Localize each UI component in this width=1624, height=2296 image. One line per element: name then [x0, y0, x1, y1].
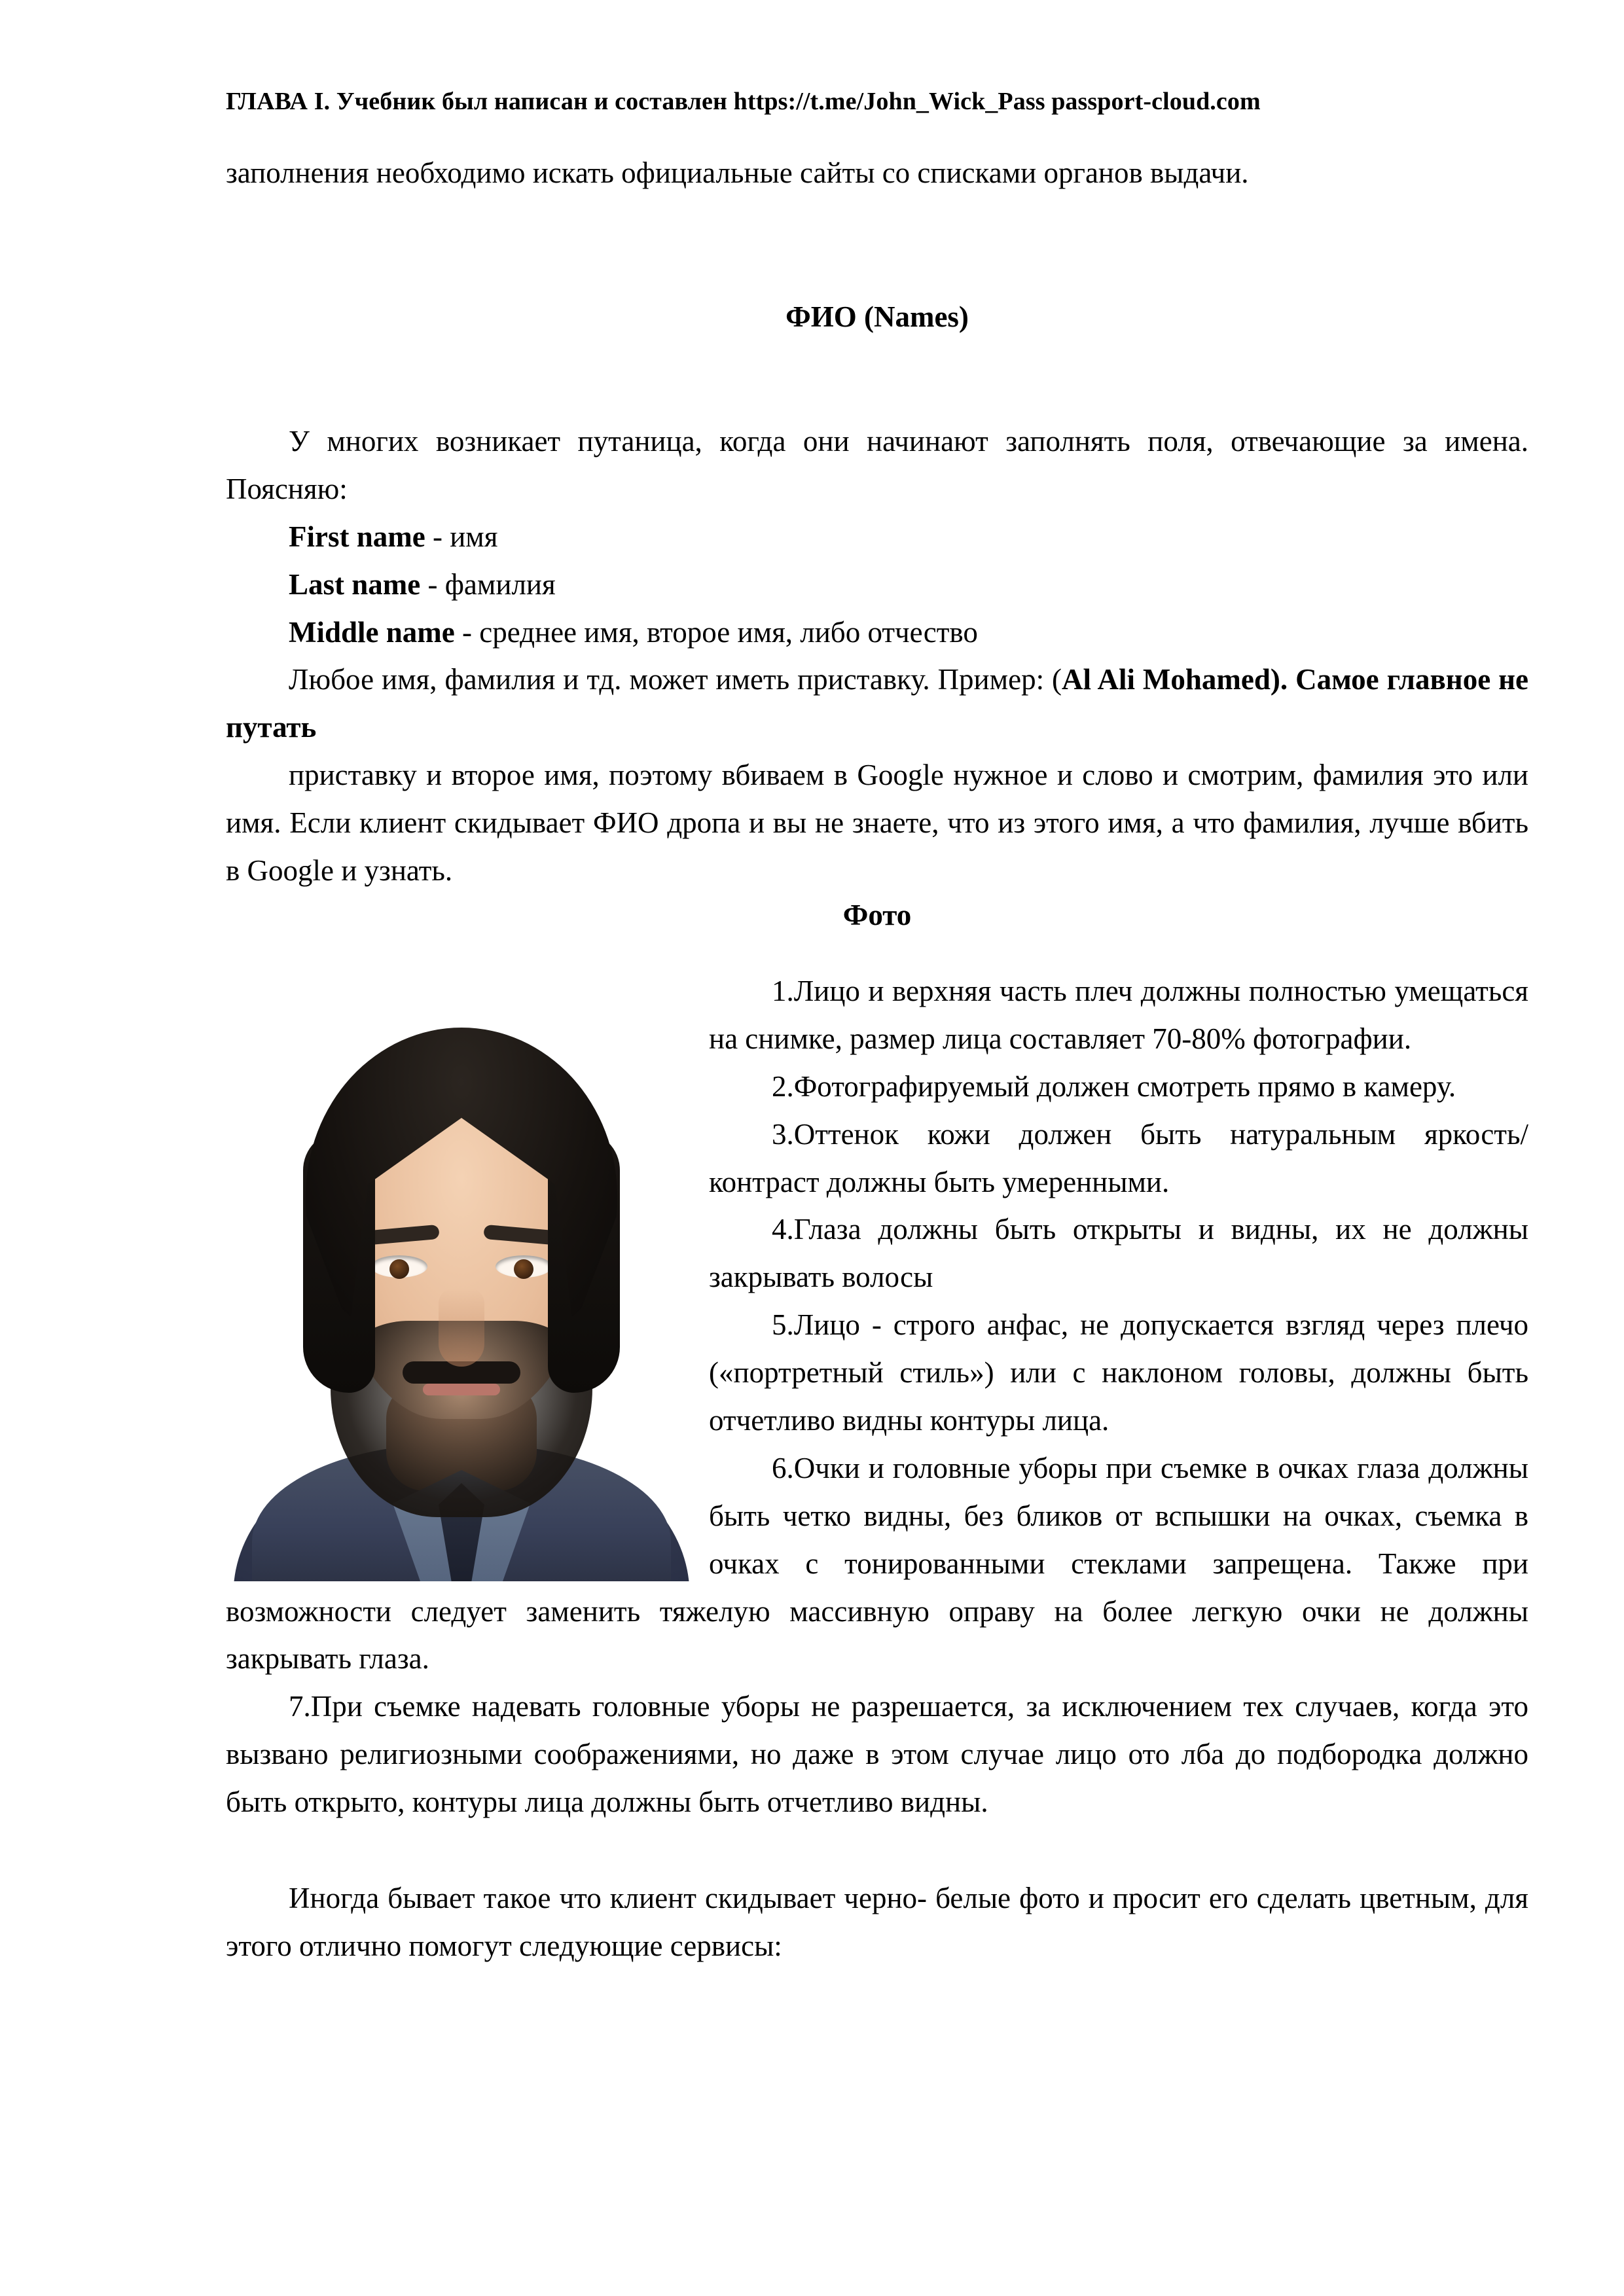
- photo-wrap-block: [226, 967, 1528, 1970]
- definition-separator: -: [425, 520, 450, 553]
- list-item-text: При съемке надевать головные уборы не разрешается, за исключением тех случаев, когда это вызвано религиозными соображениями, но даже в этом случае лицо ото лба до подбородка должно быть открыто, контуры лица должны быть отчетливо видны.: [226, 1690, 1528, 1819]
- portrait-mouth: [423, 1384, 500, 1395]
- definition-term: Middle name: [289, 615, 455, 649]
- list-item-number: 4.: [772, 1213, 794, 1246]
- definition-item: [226, 513, 1528, 561]
- list-item: [226, 1683, 1528, 1826]
- definition-separator: -: [420, 567, 445, 601]
- name-definition-list: [226, 513, 1528, 656]
- page-title-names: ФИО (Names): [785, 300, 969, 333]
- list-item-number: 2.: [772, 1069, 794, 1103]
- photo-heading-block: [226, 891, 1528, 939]
- list-item-text: Глаза должны быть открыты и видны, их не должны закрывать волосы: [709, 1213, 1528, 1294]
- portrait-photo: [226, 967, 697, 1581]
- portrait-nose: [439, 1288, 484, 1367]
- portrait-iris-right: [514, 1259, 533, 1279]
- list-item-text: Лицо и верхняя часть плеч должны полностью умещаться на снимке, размер лица составляет 70-80% фотографии.: [709, 975, 1528, 1055]
- list-item-number: 7.: [289, 1690, 311, 1723]
- definition-term: First name: [289, 520, 425, 553]
- definition-separator: -: [454, 615, 480, 649]
- document-running-header: ГЛАВА I. Учебник был написан и составлен https://t.me/John_Wick_Pass passport-cloud.com: [226, 88, 1261, 115]
- names-intro-paragraph: У многих возникает путаница, когда они начинают заполнять поля, отвечающие за имена. Поясняю:: [226, 425, 1528, 505]
- portrait-illustration: [226, 967, 697, 1581]
- prefix-example: Al Ali Mohamed: [1062, 663, 1271, 696]
- definition-item: [226, 609, 1528, 656]
- definition-item: [226, 561, 1528, 609]
- prefix-text-post: ). Самое главное не путать: [226, 663, 1529, 744]
- google-paragraph: приставку и второе имя, поэтому вбиваем в Google нужное и слово и смотрим, фамилия это или имя. Если клиент скидывает ФИО дропа и вы не знаете, что из этого имя, а что фамилия, лучше вбить в Google и узнать.: [226, 759, 1528, 888]
- list-item-text: Фотографируемый должен смотреть прямо в камеру.: [793, 1069, 1456, 1103]
- list-item-number: 3.: [772, 1117, 794, 1151]
- page-title-photo: Фото: [842, 899, 912, 931]
- intro-block: [226, 149, 1528, 197]
- intro-paragraph: заполнения необходимо искать официальные сайты со списками органов выдачи.: [226, 156, 1249, 189]
- definition-text: среднее имя, второе имя, либо отчество: [479, 615, 978, 649]
- definition-text: имя: [450, 520, 498, 553]
- names-body-block: [226, 418, 1528, 895]
- prefix-text-pre: Любое имя, фамилия и тд. может иметь приставку. Пример: (: [289, 663, 1062, 696]
- list-item-number: 6.: [772, 1451, 794, 1484]
- definition-term: Last name: [289, 567, 421, 601]
- prefix-paragraph: [226, 656, 1528, 751]
- definition-text: фамилия: [444, 567, 556, 601]
- list-item-number: 1.: [772, 975, 794, 1007]
- list-item-number: 5.: [772, 1308, 794, 1342]
- list-item-text: Лицо - строго анфас, не допускается взгляд через плечо («портретный стиль») или с наклоном головы, должны быть отчетливо видны контуры лица.: [709, 1308, 1528, 1437]
- list-item-text: Оттенок кожи должен быть натуральным яркость/контраст должны быть умеренными.: [709, 1117, 1528, 1198]
- list-item-text: Очки и головные уборы при съемке в очках глаза должны быть четко видны, без бликов от вспышки на очках, съемка в очках с тонированными стеклами запрещена. Также при возможности следует заменить тяжелую массивную оправу на более легкую очки не должны закрывать глаза.: [226, 1451, 1528, 1676]
- names-heading-block: [226, 293, 1528, 341]
- paragraph-spacer: [226, 1826, 1528, 1874]
- closing-paragraph: Иногда бывает такое что клиент скидывает черно- белые фото и просит его сделать цветным, для этого отлично помогут следующие сервисы:: [226, 1882, 1528, 1962]
- portrait-iris-left: [389, 1259, 409, 1279]
